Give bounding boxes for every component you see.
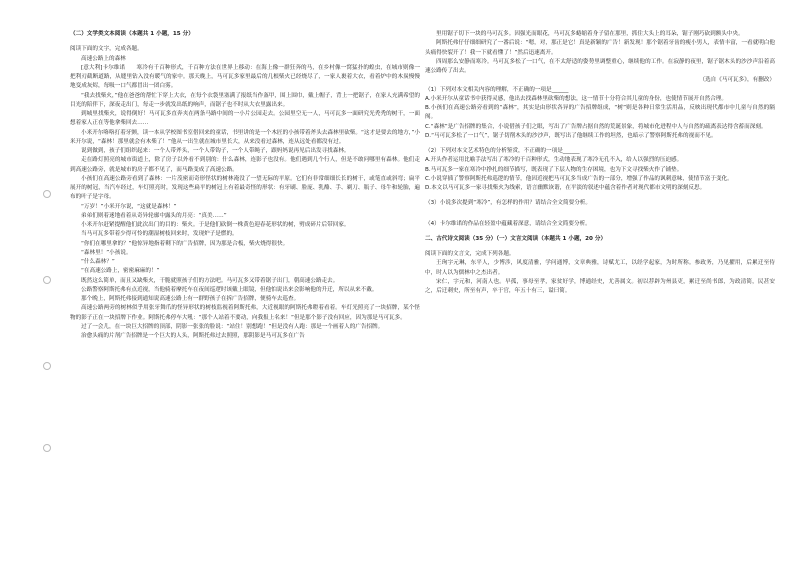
binding-ring [43,190,51,198]
paragraph: 阅读下面的文言文，完成下列各题。 [425,251,515,257]
paragraph: 当马可瓦多带着少得可怜的潮湿树枝回来时，发现炉子是燃的。 [81,231,238,238]
left-column [70,30,420,545]
paragraph: 过了一会儿，在一块巨大招牌的顶部，阴影一张张的脸说：“站住！别想跑！”但是没有人跑：那是一个画着人的广告招牌。 [81,323,384,330]
paragraph: 阿斯托弗仔仔细细研究了一番后说：“嗯，对，那正是它！真是新颖的广告！新发现！那个锯着牙齿的瘦小男人，表情丰富，一看就明白他头痛得快裂开了！我一下就看懂了！”然后迅速离开。 [425,40,775,56]
paragraph: D.“马可瓦多松了一口气”，锯子切削木头的沙沙声，既写出了他继续工作的坦然，也暗示了警察阿斯托弗的视而不见。 [425,132,717,139]
paragraph: 四周那么安静而寒冷。马可瓦多松了一口气，在不太舒适的姿势里调整重心，继续他的工作。在寂静的夜里，锯子锯木头的沙沙声沿着高速公路传了出去。 [425,58,775,74]
paragraph: （1）下列对本文相关内容的理解，不正确的一项是______ [425,86,569,93]
paragraph: B.马可瓦多一家在寒冷中挣扎的细节描写，既表现了下层人物的生存困境，也为下文寻找柴火作了铺垫。 [425,166,683,173]
paragraph: 走在路灯照亮的城市街道上，除了房子以外看不到别的：什么森林，连影子也没有。他们遇到几个行人，但是不敢问哪里有森林。他们走到高速公路旁，就是城市的房子都不见了，而马路变成了高速公路。 [70,157,420,173]
paragraph: 公路警察阿斯托弗有点近视，当他骑着摩托车在夜间巡逻时该戴上眼镜，但他怕说出来会影响他的升迁，所以从来不戴。 [81,286,378,293]
paragraph: C.小说穿插了警察阿斯托弗巡逻的情节，他因近视把马可瓦多当成广告的一部分，增强了作品的讽刺意味，使情节富于变化。 [425,175,733,182]
paragraph: 到城里找柴火，说得倒好！马可瓦多直奔夹在两条马路中间的一小片公园走去。公园里空无一人，马可瓦多一面研究光秃秃的树干，一面想着家人正在等他拿柴回去…… [70,111,420,127]
binding-margin [40,190,54,450]
paragraph: “什么森林？” [81,259,115,265]
paragraph: 高速公路上的森林 [81,55,126,62]
paragraph: 弟弟们则着迷地看着从奇异轮廓中露头的月亮：“真美……” [81,212,227,219]
paragraph: 宋仁，字元和，河南人也。早孤，事母至孝，家贫好学，博通经史，尤善属文。初以荐辟为州县吏，累迁至尚书郎，为政清简，民甚安之，后迁刺史，所至有声，卒于官，年五十有三，谥曰简。 [425,278,775,294]
paragraph [425,209,775,220]
paragraph: （3）小说多次提到“寒冷”，有怎样的作用？请结合全文简要分析。 [425,200,591,207]
binding-ring [43,362,51,370]
section-heading: 二、古代诗文阅读（35 分）（一）文言文阅读（本题共 1 小题，20 分） [425,235,607,242]
paragraph: C.“森林”是广告招牌的集合，小说借孩子们之眼，写出了广告牌占据自然的荒诞景象，将城市化进程中人与自然的疏离表达得含蓄而深刻。 [425,123,767,130]
paragraph: B.小孩们在高速公路旁看到的“森林”，其实是由形状各异的广告招牌组成，“树”则是各种日常生活用品，反映出现代都市中儿童与自然的隔阂。 [425,105,775,121]
paragraph: 阅读下面的文字，完成各题。 [70,46,143,53]
paragraph: “万岁！”小米开尔说，“这就是森林！” [81,203,177,210]
right-column [425,30,775,545]
paragraph: 高速公路两旁的树林似乎用张牙舞爪的怪异形状的树枝监视着阿斯托弗，大近视眼的阿斯托弗瞪着看着。车灯光照亮了一块招牌，某个怪物的影子正在一块招牌下作业。阿斯托弗停车大吼：“那个人站着不要动，向我报上名来！”但是那个影子没有回应，因为那是马可瓦多。 [70,305,420,321]
paragraph: “森林里！”小孩说。 [81,249,132,256]
paragraph: “在高速公路上，密密麻麻的！” [81,268,160,275]
paragraph: 治愈头痛的片剂广告招牌是一个巨大的人头，阿斯托弗过去照照，那阴影是马可瓦多在广告 [81,333,305,339]
binding-ring [43,444,51,452]
paragraph: 说到做到，孩子们组织起来：一个人带斧头，一个人带钩子，一个人带绳子，跟妈妈说再见后出发寻找森林。 [81,148,350,154]
binding-ring [43,276,51,284]
paragraph: （2）下列对本文艺术特色的分析鉴赏，不正确的一项是______ [425,148,580,154]
paragraph: 既然这么简单，而且又缺柴火，干脆就照孩子们的方法吧。马可瓦多又带着锯子出门，朝高速公路走去。 [81,277,339,284]
paragraph: [意大利]卡尔维诺 寒冷有千百种形式，千百种方法在世界上移动：在海上像一群狂奔的马，在乡村像一窝猛扑的蝗虫，在城市则像一把利刃截断道路，从缝里钻入没有暖气的家中。那天晚上，马可瓦多家里最后的几根柴火已经烧尽了，一家人裹着大衣，看着炉中的木炭慢慢地变成灰烬，每吸一口气都冒出一团白雾。 [70,64,420,90]
paragraph: “我去找柴火，”他在爸爸的帮忙下穿上大衣，在每个衣袋里塞满了报纸当作盔甲，围上围巾，戴上帽子，背上一把锯子，在家人充满希望的目光的陪伴下，深夜走出门，每走一步就发出纸的响声，而锯子也不时从大衣里露出来。 [70,92,420,108]
paragraph: 王珣字元琳，东平人，少博涉，风度清雅，学问通博，文章典雅，诗赋尤工，以经学起家，为时所称。参政务，乃见擢用，后累迁至侍中，时人以为儒林中之杰出者。 [425,260,775,276]
paragraph: 小米开尔咯咯打着牙颤，读一本从学校图书室借回来的童话，书里讲的是一个木匠的小孩带着斧头去森林里砍柴。“这才是要去的地方，”小米开尔说，“森林！那里就会有木柴了！”他从一出生就在城市里长大，从来没看过森林，连从远处看都没有过。 [70,129,420,145]
paragraph: A.小米开尔从童话书中获得灵感，他出去找森林里砍柴的想法，这一情节十分符合其儿童的身份，也使情节展开自然合理。 [425,95,727,102]
paragraph: A.开头作者运用比喻手法写出了寒冷的千百种形式，生动地表现了寒冷无孔不入，给人以强烈的压迫感。 [425,157,683,164]
paragraph: （选自《马可瓦多》，有删改） [699,77,775,84]
paragraph: 里用锯子切下一块的马可瓦多。因强光而眼花，马可瓦多蜷缩着身子留在那里，抓住大头上的耳朵，锯子刚巧砍到额头中央。 [436,31,744,37]
section-heading: （二）文学类文本阅读（本题共 1 小题，15 分） [70,31,194,37]
paragraph: “你们在哪里拿的？”他惊异地指着剩下的广告招牌，因为那是合板，柴火烧得很快。 [81,240,289,247]
paragraph: 小孩们在高速公路旁看到了森林：一片茂密而奇形怪状的树林淹没了一望无际的平原。它们有非常细细长长的树干，或笔直或斜弯；扁平展开的树冠，当汽车经过，车灯照亮时，发现这些扁平的树冠上有着最奇怪的形状：有牙刷、脸庞、乳酪、手、剃刀、瓶子、母牛和轮胎，遍布的叶子是字母。 [70,175,420,201]
paragraph: （4）卡尔维诺的作品在轻盈中蕴藏着深意，请结合全文简要分析。 [425,220,591,227]
paragraph: 小米开尔赶紧提醒他们此次出门的目的：柴火。于是他们砍倒一株黄色迎春花形状的树，劈成碎片后带回家。 [81,222,350,228]
paragraph: D.本文以马可瓦多一家寻找柴火为线索，语言幽默诙谐，在平淡的叙述中蕴含着作者对现代都市文明的深刻反思。 [425,185,706,191]
paragraph: 那个晚上，阿斯托弗接到通知说高速公路上有一群野孩子在拆广告招牌，便骑车去巡查。 [81,296,300,302]
